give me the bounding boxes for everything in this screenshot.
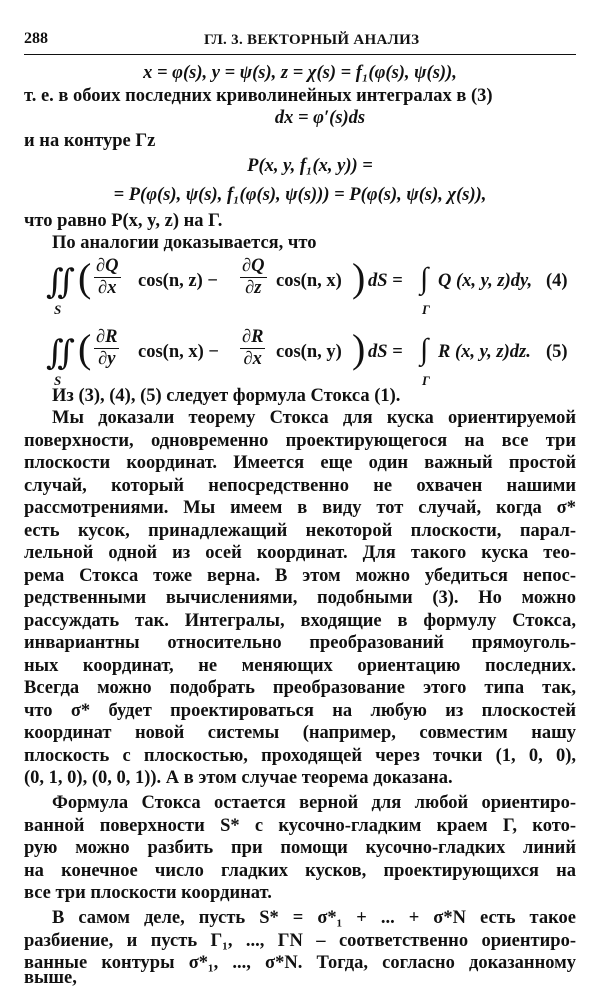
- formula-term: Q (x, y, z)dy,: [438, 271, 533, 291]
- formula-term: cos(n, x): [276, 271, 342, 291]
- paragraph-line: случай, который непосредственно не охвачен нашими: [24, 476, 576, 496]
- paragraph-line: Формула Стокса остается верной для любой ориентиро-: [52, 793, 576, 813]
- fraction-denominator: ∂z: [245, 278, 262, 298]
- paragraph-line: все три плоскости координат.: [24, 883, 272, 903]
- fraction-numerator: ∂R: [242, 327, 264, 347]
- dx-equation: dx = φ′(s)ds: [274, 108, 366, 128]
- equation-label: (5): [546, 342, 568, 362]
- formula-5: [24, 325, 576, 388]
- line-integral-subscript: Γ: [422, 373, 430, 388]
- paragraph-line: ванные контуры σ*₁, ..., σ*N. Тогда, согласно доказанному: [24, 953, 576, 973]
- paragraph-line: рую можно разбить при помощи кусочно-гладких линий: [24, 838, 576, 858]
- formula-term: cos(n, z) −: [138, 271, 218, 291]
- paragraph-line: координат новой системы (например, совместим нашу: [24, 723, 576, 743]
- fraction-numerator: ∂Q: [242, 256, 265, 276]
- paragraph-line: выше,: [24, 968, 77, 988]
- integral-subscript: S: [54, 302, 62, 317]
- paragraph-line: поверхности, одновременно проектирующегося на все три: [24, 431, 576, 451]
- left-paren: (: [78, 326, 92, 371]
- paragraph-line: В самом деле, пусть S* = σ*₁ + ... + σ*N есть такое: [52, 908, 576, 928]
- fraction-numerator: ∂R: [96, 327, 118, 347]
- paragraph-line: рема Стокса тоже верна. В этом можно убедиться непос-: [24, 566, 576, 586]
- paragraph-line: лельной одной из осей координат. Для такого куска тео-: [24, 543, 576, 563]
- integral-subscript: S: [54, 373, 62, 388]
- paragraph-line: (0, 1, 0), (0, 0, 1)). А в этом случае теорема доказана.: [24, 768, 453, 788]
- formula-term: cos(n, x) −: [138, 342, 219, 362]
- fraction-numerator: ∂Q: [96, 256, 119, 276]
- text-line: что равно P(x, y, z) на Γ.: [24, 211, 223, 231]
- paragraph-line: ных координат, не меняющих ориентацию последних.: [24, 656, 576, 676]
- text-line: По аналогии доказывается, что: [52, 233, 317, 253]
- equation-label: (4): [546, 271, 568, 291]
- equation-line: P(x, y, f₁(x, y)) =: [247, 156, 373, 176]
- formula-4: [24, 254, 576, 317]
- paragraph-line: ванной поверхности S* с кусочно-гладким краем Γ, кото-: [24, 816, 576, 836]
- double-integral-symbol: ∬: [46, 335, 75, 372]
- fraction: [240, 256, 267, 299]
- text-line: Из (3), (4), (5) следует формула Стокса (1).: [52, 386, 401, 406]
- line-integral-subscript: Γ: [422, 302, 430, 317]
- paragraph-line: на конечное число гладких кусков, проектирующихся на: [24, 861, 576, 881]
- formula-term: dS =: [368, 342, 403, 362]
- paragraph-line: инвариантны относительно преобразований прямоуголь-: [24, 633, 576, 653]
- fraction: [240, 327, 265, 370]
- running-title: ГЛ. 3. ВЕКТОРНЫЙ АНАЛИЗ: [204, 32, 420, 48]
- paragraph-line: рассмотрениями. Мы имеем в виду тот случай, когда σ*: [24, 498, 576, 518]
- page-number: 288: [24, 30, 48, 47]
- line-integral-symbol: ∫: [420, 333, 429, 366]
- parametric-equations: x = φ(s), y = ψ(s), z = χ(s) = f₁(φ(s), ψ(s)),: [143, 63, 457, 83]
- paragraph-line: Мы доказали теорему Стокса для куска ориентируемой: [52, 408, 576, 428]
- fraction-denominator: ∂x: [243, 349, 262, 369]
- paragraph-line: плоскости координат. Имеется еще один важный простой: [24, 453, 576, 473]
- formula-term: dS =: [368, 271, 403, 291]
- paragraph-line: разбиение, и пусть Γ₁, ..., ΓN – соответственно ориентиро-: [24, 931, 576, 951]
- fraction-denominator: ∂y: [98, 349, 116, 369]
- fraction: [94, 327, 119, 370]
- formula-term: cos(n, y): [276, 342, 342, 362]
- text-line: и на контуре Γz: [24, 131, 156, 151]
- paragraph-line: плоскость с плоскостью, проходящей через точки (1, 0, 0),: [24, 746, 576, 766]
- line-integral-symbol: ∫: [420, 262, 429, 295]
- page-header: [24, 24, 576, 55]
- formula-term: R (x, y, z)dz.: [438, 342, 531, 362]
- fraction-denominator: ∂x: [98, 278, 117, 298]
- paragraph-line: есть кусок, принадлежащий некоторой плоскости, парал-: [24, 521, 576, 541]
- right-paren: ): [352, 326, 366, 371]
- fraction: [94, 256, 121, 299]
- right-paren: ): [352, 255, 366, 300]
- paragraph-line: редственными вычислениями, подобными (3). Но можно: [24, 588, 576, 608]
- equation-line: = P(φ(s), ψ(s), f₁(φ(s), ψ(s))) = P(φ(s), ψ(s), χ(s)),: [113, 185, 487, 205]
- double-integral-symbol: ∬: [46, 264, 75, 301]
- left-paren: (: [78, 255, 92, 300]
- paragraph-line: Всегда можно подобрать преобразование этого типа так,: [24, 678, 576, 698]
- text-line: т. е. в обоих последних криволинейных интегралах в (3): [24, 86, 493, 106]
- paragraph-line: что σ* будет проектироваться на любую из плоскостей: [24, 701, 576, 721]
- paragraph-line: рассуждать так. Интегралы, входящие в формулу Стокса,: [24, 611, 576, 631]
